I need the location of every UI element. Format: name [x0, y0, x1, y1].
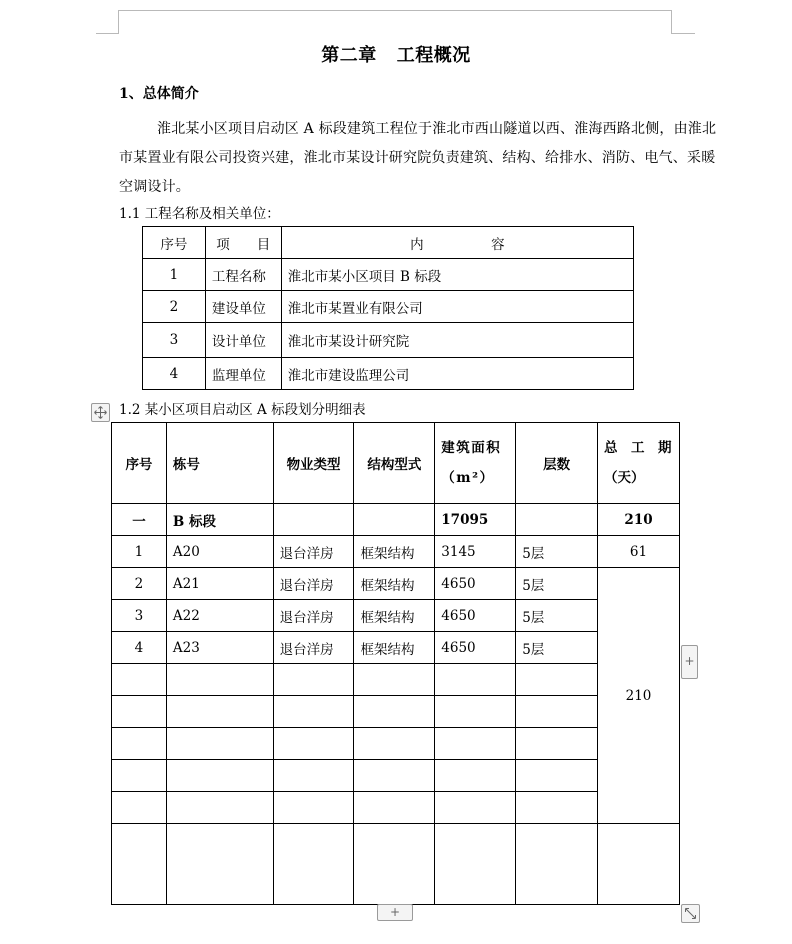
- table-cell: B 标段: [166, 504, 273, 536]
- table-header-cell: 项 目: [205, 227, 281, 259]
- table-cell: 框架结构: [354, 536, 435, 568]
- table-header-cell: 总 工 期 （天）: [598, 423, 680, 504]
- chapter-title: 第二章 工程概况: [321, 45, 471, 66]
- table-header-row: [143, 227, 634, 259]
- table-cell: 工程名称: [205, 259, 281, 291]
- table-header-cell: 序号: [143, 227, 206, 259]
- add-column-button[interactable]: +: [681, 645, 698, 679]
- table-cell: 1: [112, 536, 167, 568]
- table-cell: 5层: [516, 600, 598, 632]
- table-cell: 4650: [435, 600, 516, 632]
- table-cell: 监理单位: [205, 358, 281, 390]
- table-section-row: [112, 504, 680, 536]
- add-row-button[interactable]: +: [377, 904, 413, 921]
- table-cell: 210: [598, 504, 680, 536]
- intro-paragraph: 淮北某小区项目启动区 A 标段建筑工程位于淮北市西山隧道以西、淮海西路北侧，由淮北市某置业有限公司投资兴建，淮北市某设计研究院负责建筑、结构、给排水、消防、电气、采暖空调设计。: [119, 121, 717, 195]
- table-cell: A21: [166, 568, 273, 600]
- table-cell: 淮北市建设监理公司: [281, 358, 633, 390]
- merged-duration-cell: 210: [598, 568, 680, 824]
- table-cell: 框架结构: [354, 568, 435, 600]
- table-cell: 设计单位: [205, 323, 281, 358]
- table-cell: 3145: [435, 536, 516, 568]
- empty-table-row: [112, 760, 680, 792]
- table-cell: 退台洋房: [273, 568, 354, 600]
- table-header-cell: 建筑面积 （m²）: [435, 423, 516, 504]
- table-row: [143, 291, 634, 323]
- table-header-cell: 物业类型: [273, 423, 354, 504]
- table-cell: 3: [112, 600, 167, 632]
- empty-table-row: [112, 728, 680, 760]
- table-header-row: [112, 423, 680, 504]
- subsection-heading-2: 1.2 某小区项目启动区 A 标段划分明细表: [119, 402, 366, 418]
- empty-table-row: [112, 664, 680, 696]
- division-table: [111, 422, 680, 905]
- table-row: [112, 632, 680, 664]
- table-row: [112, 536, 680, 568]
- table-cell: 4650: [435, 632, 516, 664]
- table-cell: 4: [143, 358, 206, 390]
- table-cell: 61: [598, 536, 680, 568]
- table-cell: 淮北市某小区项目 B 标段: [281, 259, 633, 291]
- page-corner-mark: [671, 10, 672, 34]
- units-table: [142, 226, 634, 390]
- table-cell: 5层: [516, 536, 598, 568]
- table-cell: 5层: [516, 568, 598, 600]
- table-header-cell: 序号: [112, 423, 167, 504]
- table-cell: A23: [166, 632, 273, 664]
- table-row: [112, 568, 680, 600]
- page-corner-mark: [671, 33, 695, 34]
- table-cell: 淮北市某置业有限公司: [281, 291, 633, 323]
- resize-icon[interactable]: [681, 904, 700, 923]
- table-header-cell: 栋号: [166, 423, 273, 504]
- table-cell: 2: [143, 291, 206, 323]
- section-heading: 1、总体简介: [119, 86, 199, 102]
- table-header-cell: 结构型式: [354, 423, 435, 504]
- table-row: [112, 600, 680, 632]
- table-cell: 退台洋房: [273, 536, 354, 568]
- table-cell: 退台洋房: [273, 600, 354, 632]
- table-cell: [273, 504, 354, 536]
- table-cell: 3: [143, 323, 206, 358]
- page-corner-mark: [96, 33, 119, 34]
- table-cell: [516, 504, 598, 536]
- table-cell: 2: [112, 568, 167, 600]
- empty-table-row: [112, 696, 680, 728]
- table-header-cell: 层数: [516, 423, 598, 504]
- table-cell: 5层: [516, 632, 598, 664]
- table-header-cell: 内 容: [281, 227, 633, 259]
- table-row: [143, 259, 634, 291]
- table-cell: A22: [166, 600, 273, 632]
- table-cell: 4: [112, 632, 167, 664]
- table-cell: 淮北市某设计研究院: [281, 323, 633, 358]
- page-corner-mark: [118, 10, 119, 34]
- table-cell: 框架结构: [354, 632, 435, 664]
- table-row: [143, 323, 634, 358]
- subsection-heading-1: 1.1 工程名称及相关单位：: [119, 206, 280, 222]
- table-cell: 框架结构: [354, 600, 435, 632]
- table-row: [143, 358, 634, 390]
- empty-table-row: [112, 824, 680, 905]
- table-cell: 退台洋房: [273, 632, 354, 664]
- table-cell: 一: [112, 504, 167, 536]
- table-cell: [354, 504, 435, 536]
- table-cell: 建设单位: [205, 291, 281, 323]
- table-cell: 4650: [435, 568, 516, 600]
- empty-table-row: [112, 792, 680, 824]
- move-icon[interactable]: [91, 403, 110, 422]
- table-cell: 1: [143, 259, 206, 291]
- table-cell: A20: [166, 536, 273, 568]
- table-cell: 17095: [435, 504, 516, 536]
- page-margin-line: [118, 10, 672, 11]
